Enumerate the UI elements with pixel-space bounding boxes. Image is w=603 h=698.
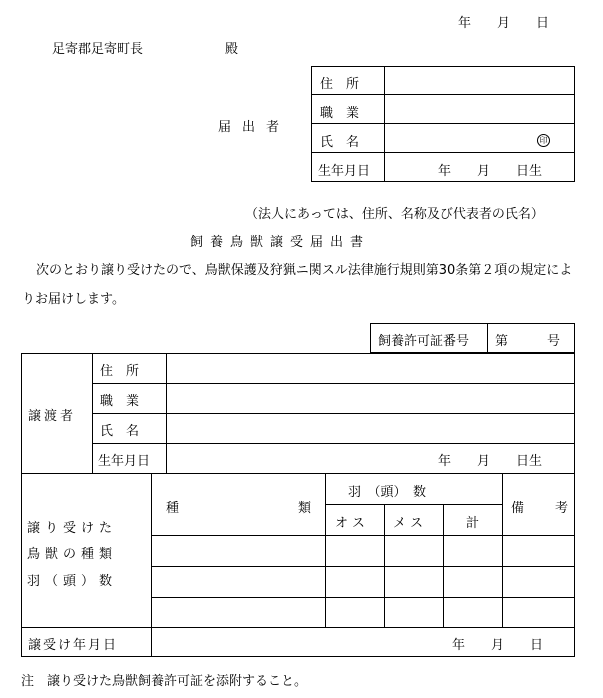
seal-mark: 印 [537,132,550,147]
permit-label: 飼養許可証番号 [378,334,470,349]
transferor-name-label: 氏 名 [100,424,140,439]
notifier-label: 届出者 [218,120,291,135]
transfer-date-label: 譲受け年月日 [28,638,119,653]
transferor-birthdate-field[interactable]: 年 月 日生 [438,454,543,469]
transferor-birthdate-label: 生年月日 [98,454,151,469]
transferor-occupation-label: 職 業 [100,394,140,409]
date-line: 年 月 日 [458,16,550,31]
col-male: オス [335,516,369,531]
col-remarks-a: 備 [511,501,525,516]
body-text: 次のとおり譲り受けたので、鳥獣保護及狩猟ニ関スル法律施行規則第30条第２項の規定によりお届けします。 [22,263,573,307]
transferor-label: 譲渡者 [28,409,77,424]
corporate-note: （法人にあっては、住所、名称及び代表者の氏名） [245,207,544,222]
form-title: 飼養鳥獣譲受届出書 [190,235,371,250]
notifier-name-label: 氏 名 [320,135,360,150]
addressee-suffix: 殿 [225,42,239,57]
col-female: メス [393,516,428,531]
notifier-birthdate-label: 生年月日 [318,164,371,179]
animals-label-line-1: 譲り受けた [27,521,118,536]
permit-number-field[interactable]: 第 号 [495,334,561,349]
col-kind-b: 類 [298,501,312,516]
footer-note: 注 譲り受けた鳥獣飼養許可証を添附すること。 [21,674,308,689]
col-count-header: 羽 （頭） 数 [348,485,427,500]
transfer-date-field[interactable]: 年 月 日 [452,638,544,653]
animals-label-line-3: 羽（頭）数 [27,574,118,589]
transferor-address-label: 住 所 [100,364,140,379]
col-remarks-b: 考 [555,501,569,516]
animals-label-line-2: 鳥獣の種類 [27,547,118,562]
col-total: 計 [466,516,480,531]
notifier-birthdate-field[interactable]: 年 月 日生 [438,164,543,179]
col-kind-a: 種 [166,501,180,516]
notifier-occupation-label: 職 業 [320,106,360,121]
addressee: 足寄郡足寄町長 [52,42,144,57]
notifier-address-label: 住 所 [320,77,360,92]
